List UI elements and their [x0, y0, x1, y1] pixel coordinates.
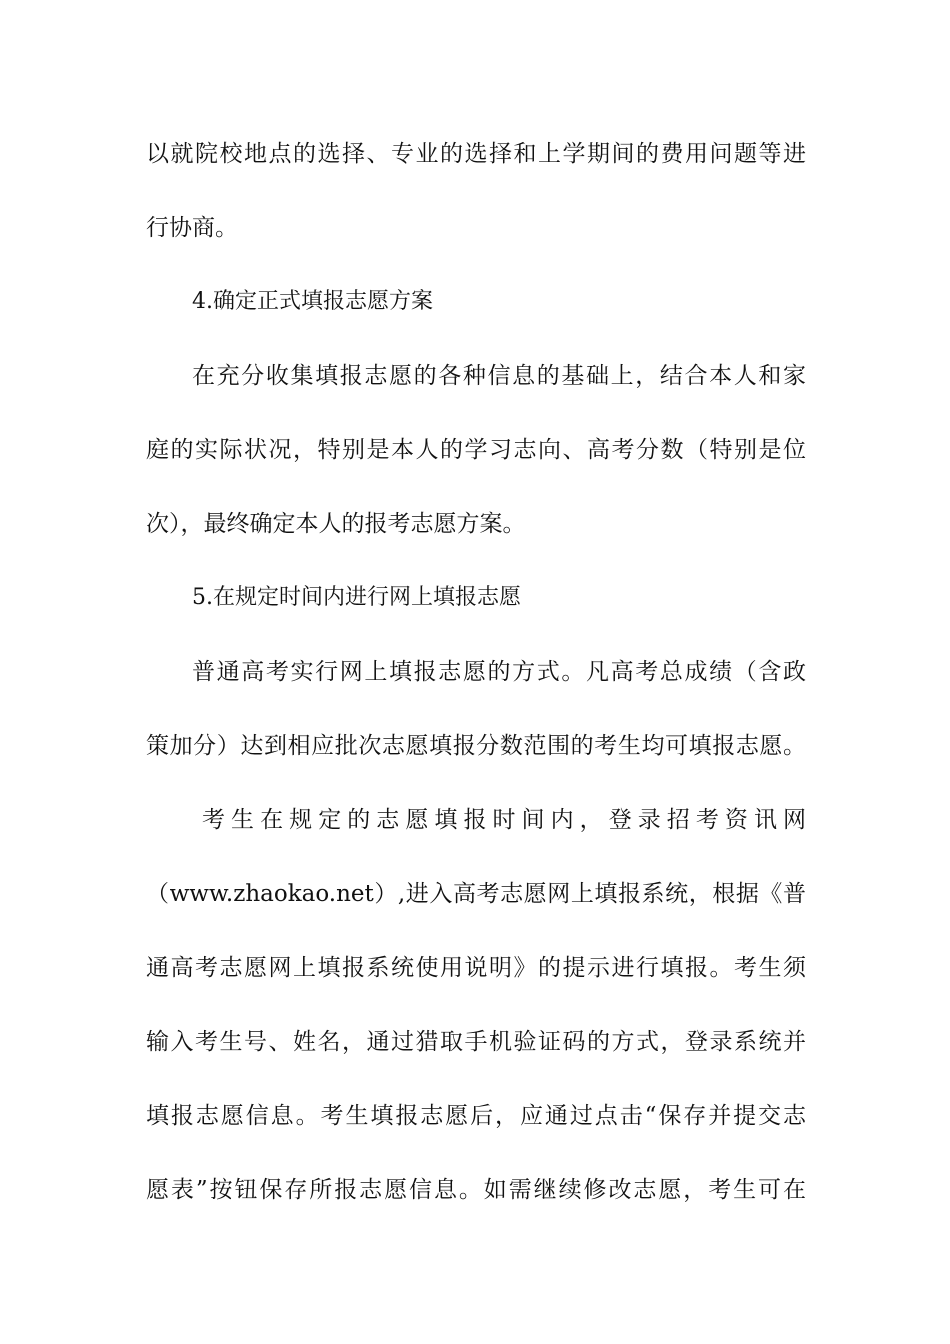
paragraph-line: 策加分）达到相应批次志愿填报分数范围的考生均可填报志愿。 — [146, 733, 806, 759]
paragraph-line: 次），最终确定本人的报考志愿方案。 — [146, 511, 526, 537]
paragraph-line: 行协商。 — [146, 215, 238, 241]
paragraph-line: 庭的实际状况，特别是本人的学习志向、高考分数（特别是位 — [146, 437, 806, 463]
paragraph-line: （www.zhaokao.net）,进入高考志愿网上填报系统，根据《普 — [146, 881, 806, 907]
section-heading: 4.确定正式填报志愿方案 — [192, 289, 433, 314]
section-heading: 5.在规定时间内进行网上填报志愿 — [192, 585, 521, 610]
paragraph-line: 考生在规定的志愿填报时间内，登录招考资讯网 — [202, 807, 806, 833]
paragraph-line: 填报志愿信息。考生填报志愿后，应通过点击“保存并提交志 — [146, 1103, 806, 1129]
paragraph-line: 通高考志愿网上填报系统使用说明》的提示进行填报。考生须 — [146, 955, 806, 981]
paragraph-line: 以就院校地点的选择、专业的选择和上学期间的费用问题等进 — [146, 141, 806, 167]
paragraph-line: 输入考生号、姓名，通过猎取手机验证码的方式，登录系统并 — [146, 1029, 806, 1055]
paragraph-line: 愿表”按钮保存所报志愿信息。如需继续修改志愿，考生可在 — [146, 1177, 806, 1203]
paragraph-line: 在充分收集填报志愿的各种信息的基础上，结合本人和家 — [192, 363, 806, 389]
paragraph-line: 普通高考实行网上填报志愿的方式。凡高考总成绩（含政 — [192, 659, 806, 685]
